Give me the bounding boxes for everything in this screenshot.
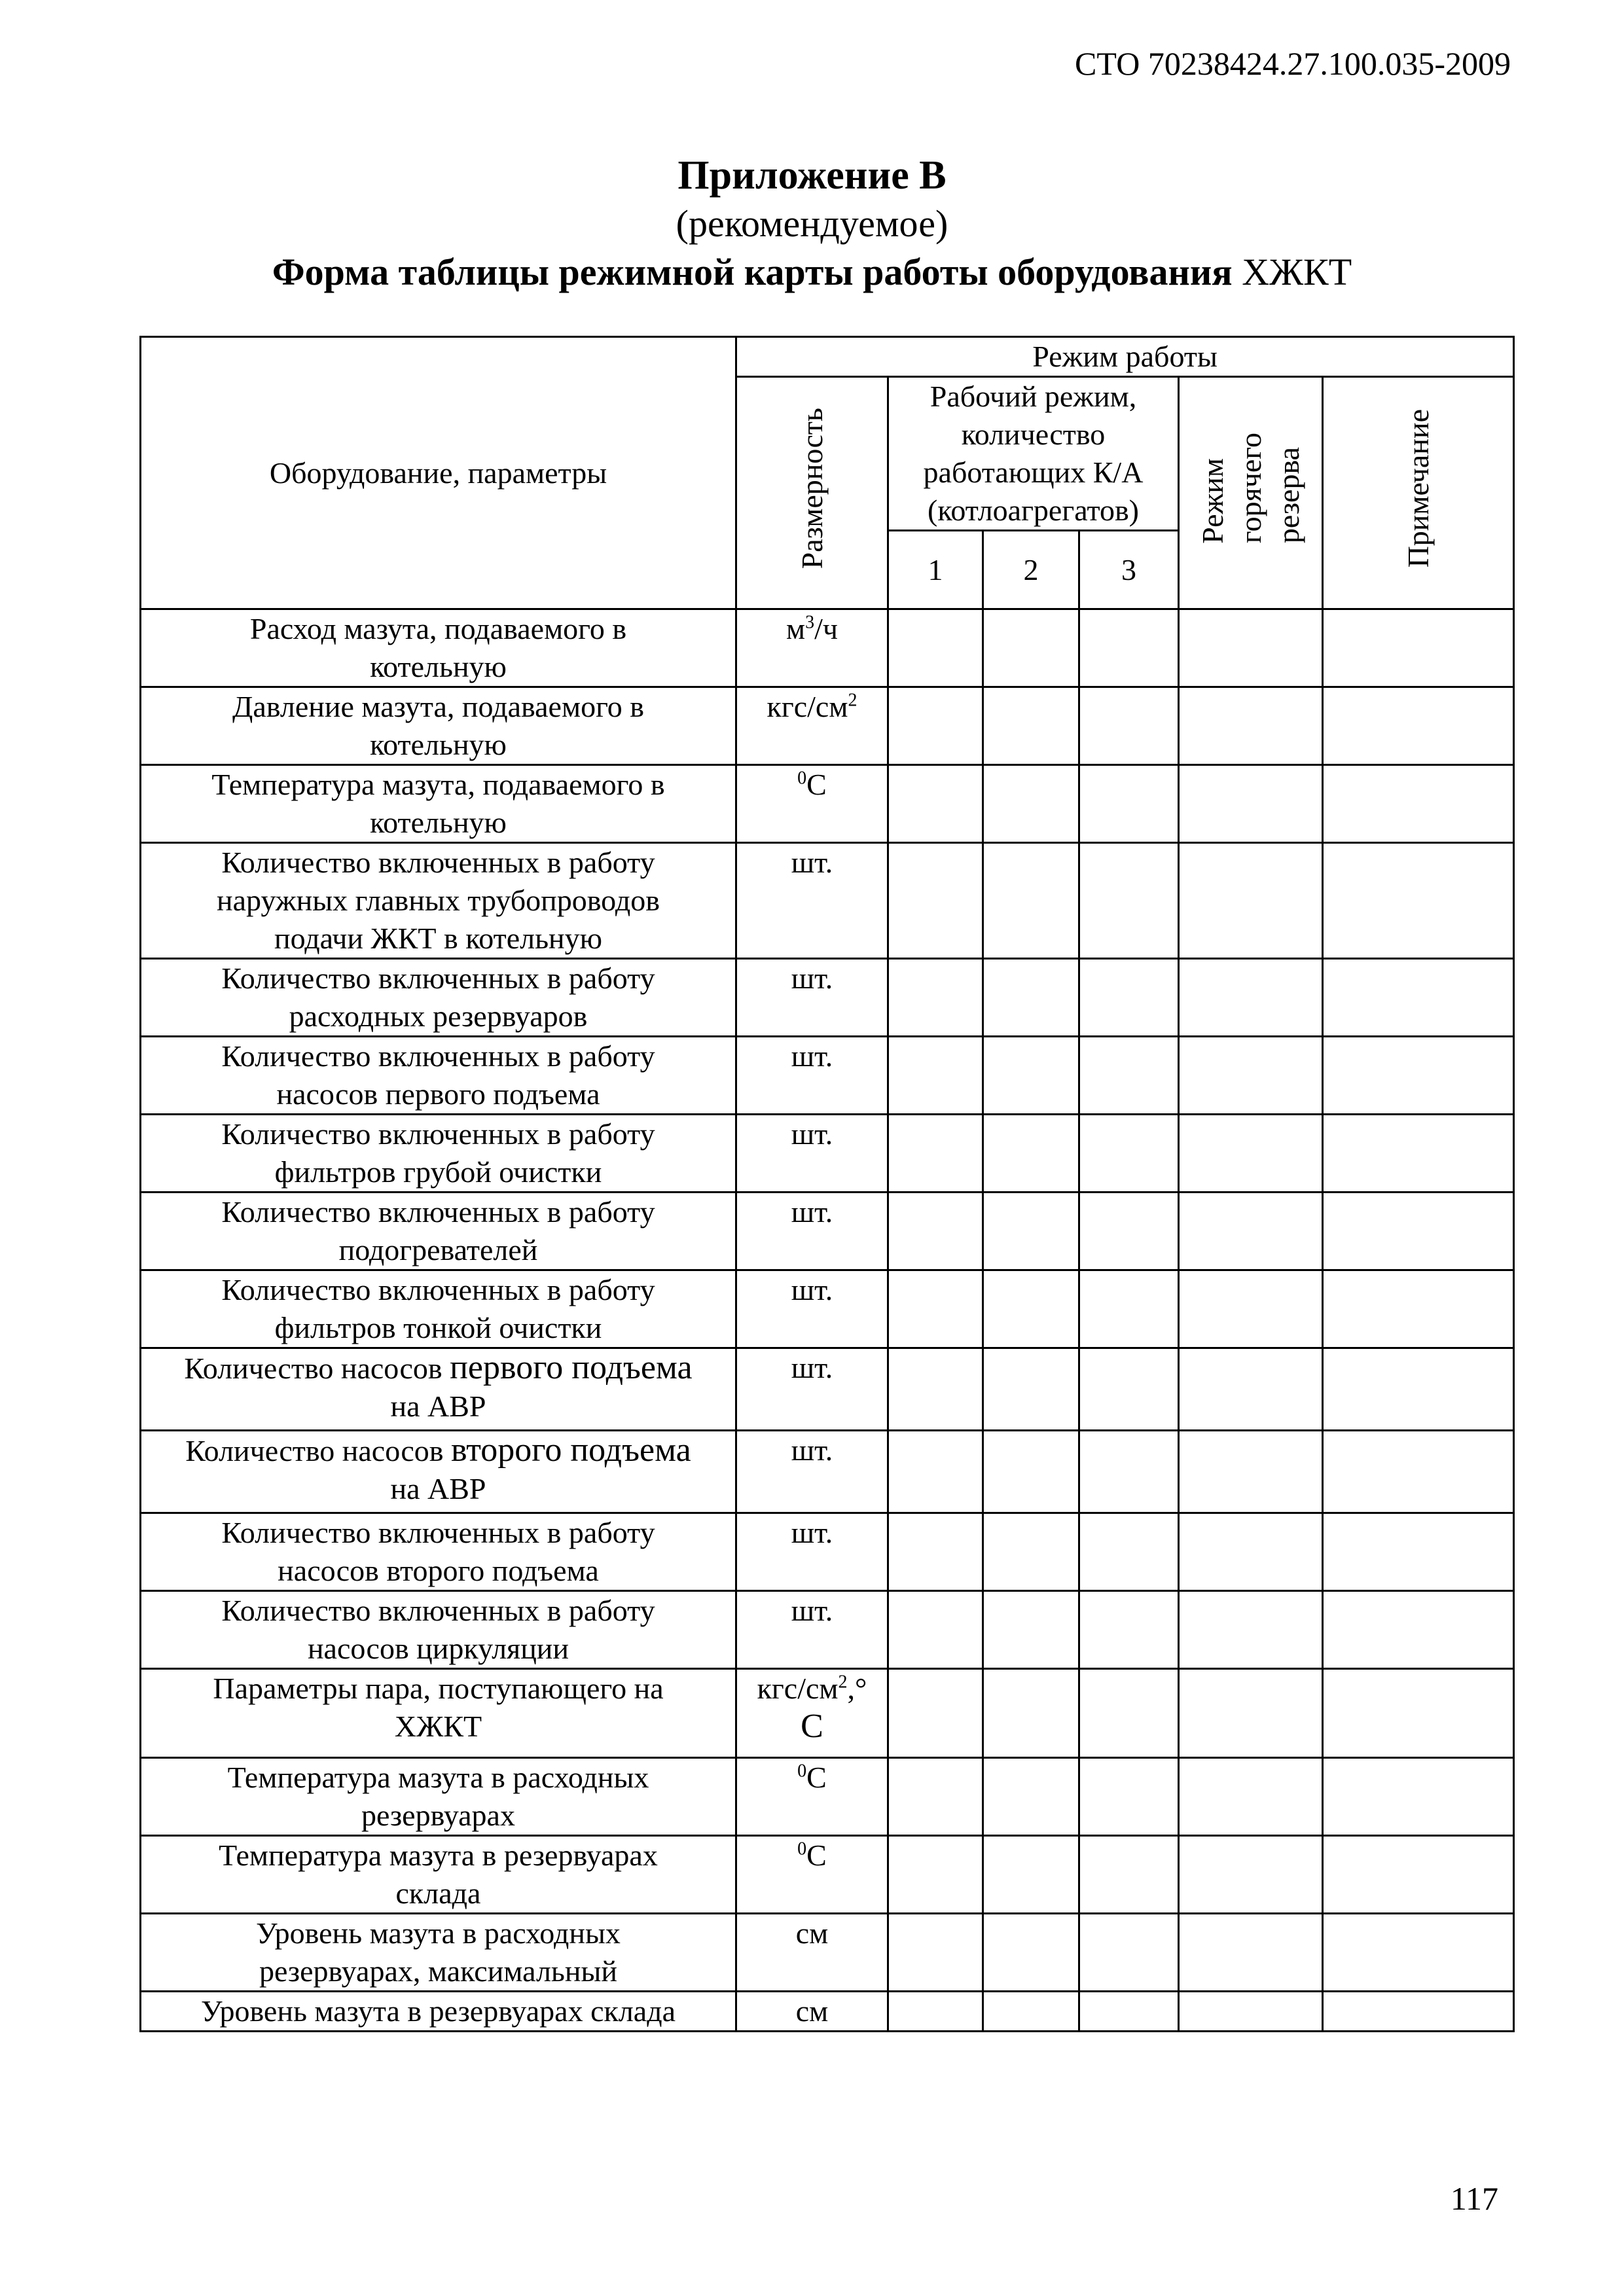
empty-cell [1179, 1992, 1323, 2032]
hot-reserve-line: Режим [1195, 457, 1229, 544]
empty-cell [1079, 1992, 1179, 2032]
empty-cell [1323, 843, 1514, 959]
appendix-title: Приложение В [677, 153, 947, 198]
empty-cell [1323, 959, 1514, 1037]
empty-cell [1079, 609, 1179, 687]
header-hot-reserve [1179, 377, 1323, 609]
document-code: СТО 70238424.27.100.035-2009 [1075, 45, 1511, 82]
title-block [0, 151, 1624, 297]
empty-cell [888, 1758, 983, 1836]
empty-cell [1179, 1348, 1323, 1431]
unit-cell: шт. [736, 1431, 888, 1513]
page-number: 117 [1450, 2180, 1498, 2217]
empty-cell [1179, 1270, 1323, 1348]
table-row [141, 687, 1514, 765]
empty-cell [1323, 687, 1514, 765]
empty-cell [983, 1992, 1079, 2032]
empty-cell [888, 1115, 983, 1193]
unit-cell: $^0$С [736, 765, 888, 843]
empty-cell [1179, 687, 1323, 765]
table-row [141, 765, 1514, 843]
empty-cell [888, 959, 983, 1037]
empty-cell [983, 843, 1079, 959]
hot-reserve-line: резерва [1271, 447, 1305, 544]
empty-cell [1079, 765, 1179, 843]
param-cell: Количество включенных в работу фильтров грубой очистки [141, 1115, 736, 1193]
empty-cell [1079, 1758, 1179, 1836]
empty-cell [888, 1992, 983, 2032]
empty-cell [1323, 1348, 1514, 1431]
empty-cell [983, 1513, 1079, 1591]
table-row [141, 609, 1514, 687]
param-cell: Количество включенных в работу насосов первого подъема [141, 1037, 736, 1115]
empty-cell [888, 687, 983, 765]
empty-cell [1323, 1758, 1514, 1836]
empty-cell [1323, 1270, 1514, 1348]
empty-cell [983, 1758, 1079, 1836]
header-working-mode [888, 377, 1179, 531]
working-mode-line: (котлоагрегатов) [928, 493, 1139, 527]
table-row [141, 1914, 1514, 1992]
table-row [141, 1115, 1514, 1193]
unit-cell: см [736, 1914, 888, 1992]
empty-cell [1079, 1115, 1179, 1193]
empty-cell [983, 1115, 1079, 1193]
form-title-bold: Форма таблицы режимной карты работы оборудования [272, 251, 1233, 293]
empty-cell [888, 1270, 983, 1348]
working-mode-line: количество [961, 418, 1106, 451]
empty-cell [1179, 1037, 1323, 1115]
param-cell: Уровень мазута в расходных резервуарах, максимальный [141, 1914, 736, 1992]
empty-cell [1179, 959, 1323, 1037]
empty-cell [888, 1037, 983, 1115]
unit-cell: $м^3/ч$ [736, 609, 888, 687]
empty-cell [1323, 609, 1514, 687]
empty-cell [888, 1348, 983, 1431]
empty-cell [1323, 1591, 1514, 1669]
header-note: Примечание [1323, 377, 1514, 609]
empty-cell [983, 1669, 1079, 1758]
empty-cell [1079, 1348, 1179, 1431]
header-equipment: Оборудование, параметры [141, 337, 736, 609]
empty-cell [1079, 959, 1179, 1037]
param-cell: Давление мазута, подаваемого в котельную [141, 687, 736, 765]
table-row [141, 843, 1514, 959]
empty-cell [888, 609, 983, 687]
empty-cell [1179, 1513, 1323, 1591]
empty-cell [1079, 1431, 1179, 1513]
param-cell: Количество включенных в работу расходных резервуаров [141, 959, 736, 1037]
empty-cell [888, 843, 983, 959]
unit-cell: шт. [736, 1591, 888, 1669]
header-col-1: 1 [888, 531, 983, 609]
unit-cell: см [736, 1992, 888, 2032]
param-cell: Уровень мазута в резервуарах склада [141, 1992, 736, 2032]
table-row [141, 1669, 1514, 1758]
empty-cell [1179, 1431, 1323, 1513]
empty-cell [1323, 1669, 1514, 1758]
param-cell: Количество включенных в работу наружных главных трубопроводов подачи ЖКТ в котельную [141, 843, 736, 959]
empty-cell [1179, 1758, 1323, 1836]
empty-cell [1323, 1992, 1514, 2032]
empty-cell [888, 1914, 983, 1992]
unit-cell: шт. [736, 1270, 888, 1348]
table-row [141, 959, 1514, 1037]
param-cell: Температура мазута в расходных резервуарах [141, 1758, 736, 1836]
unit-cell: $^0$С [736, 1836, 888, 1914]
empty-cell [983, 1348, 1079, 1431]
param-cell: Количество включенных в работу насосов циркуляции [141, 1591, 736, 1669]
empty-cell [983, 1193, 1079, 1270]
empty-cell [1079, 1914, 1179, 1992]
empty-cell [1323, 1193, 1514, 1270]
empty-cell [983, 959, 1079, 1037]
empty-cell [983, 687, 1079, 765]
empty-cell [1179, 843, 1323, 959]
empty-cell [1179, 1115, 1323, 1193]
table-row [141, 1591, 1514, 1669]
table-row [141, 1758, 1514, 1836]
empty-cell [1079, 1669, 1179, 1758]
header-unit: Размерность [736, 377, 888, 609]
empty-cell [1079, 1591, 1179, 1669]
empty-cell [1323, 765, 1514, 843]
empty-cell [983, 1914, 1079, 1992]
empty-cell [983, 1431, 1079, 1513]
empty-cell [888, 765, 983, 843]
empty-cell [888, 1669, 983, 1758]
empty-cell [1323, 1914, 1514, 1992]
unit-cell: шт. [736, 1513, 888, 1591]
param-cell: Количество включенных в работу насосов второго подъема [141, 1513, 736, 1591]
unit-cell: шт. [736, 843, 888, 959]
empty-cell [888, 1513, 983, 1591]
param-cell: Параметры пара, поступающего на ХЖКТ [141, 1669, 736, 1758]
empty-cell [888, 1591, 983, 1669]
empty-cell [888, 1431, 983, 1513]
unit-cell: шт. [736, 1193, 888, 1270]
hot-reserve-line: горячего [1233, 433, 1267, 544]
empty-cell [1179, 1669, 1323, 1758]
empty-cell [1179, 1914, 1323, 1992]
unit-cell: $^0$С [736, 1758, 888, 1836]
header-col-2: 2 [983, 531, 1079, 609]
unit-cell: шт. [736, 1115, 888, 1193]
empty-cell [1079, 1037, 1179, 1115]
form-title-normal: ХЖКТ [1242, 251, 1352, 293]
empty-cell [1179, 1193, 1323, 1270]
empty-cell [983, 1037, 1079, 1115]
unit-cell: кгс/$см^2,^\circ$ С [736, 1669, 888, 1758]
unit-cell: шт. [736, 1037, 888, 1115]
empty-cell [983, 1270, 1079, 1348]
empty-cell [1323, 1836, 1514, 1914]
header-col-3: 3 [1079, 531, 1179, 609]
empty-cell [888, 1193, 983, 1270]
param-cell: Температура мазута, подаваемого в котельную [141, 765, 736, 843]
param-cell: Температура мазута в резервуарах склада [141, 1836, 736, 1914]
param-cell: Количество включенных в работу фильтров тонкой очистки [141, 1270, 736, 1348]
param-cell: Количество насосов первого подъема на АВР [141, 1348, 736, 1431]
appendix-subtitle: (рекомендуемое) [676, 202, 948, 245]
param-cell: Количество включенных в работу подогревателей [141, 1193, 736, 1270]
empty-cell [1079, 1836, 1179, 1914]
empty-cell [1079, 843, 1179, 959]
table-row [141, 1193, 1514, 1270]
working-mode-line: работающих К/А [923, 456, 1144, 489]
empty-cell [1323, 1115, 1514, 1193]
empty-cell [1079, 1513, 1179, 1591]
param-cell: Расход мазута, подаваемого в котельную [141, 609, 736, 687]
param-cell: Количество насосов второго подъема на АВР [141, 1431, 736, 1513]
empty-cell [983, 765, 1079, 843]
empty-cell [1079, 1193, 1179, 1270]
mode-map-table [139, 336, 1515, 2032]
empty-cell [1323, 1513, 1514, 1591]
working-mode-line: Рабочий режим, [929, 380, 1137, 413]
empty-cell [1323, 1431, 1514, 1513]
table-row [141, 1513, 1514, 1591]
empty-cell [983, 1591, 1079, 1669]
form-title [0, 247, 1624, 297]
empty-cell [1079, 1270, 1179, 1348]
header-mode: Режим работы [736, 337, 1514, 377]
empty-cell [1179, 1836, 1323, 1914]
unit-cell: кгс/$см^2$ [736, 687, 888, 765]
empty-cell [983, 609, 1079, 687]
unit-cell: шт. [736, 959, 888, 1037]
empty-cell [1323, 1037, 1514, 1115]
table-row [141, 1348, 1514, 1431]
table-row [141, 1431, 1514, 1513]
empty-cell [1079, 687, 1179, 765]
table-row [141, 1037, 1514, 1115]
empty-cell [1179, 765, 1323, 843]
table-row [141, 1992, 1514, 2032]
unit-cell: шт. [736, 1348, 888, 1431]
empty-cell [888, 1836, 983, 1914]
empty-cell [1179, 609, 1323, 687]
empty-cell [983, 1836, 1079, 1914]
table-row [141, 1270, 1514, 1348]
table-row [141, 1836, 1514, 1914]
empty-cell [1179, 1591, 1323, 1669]
